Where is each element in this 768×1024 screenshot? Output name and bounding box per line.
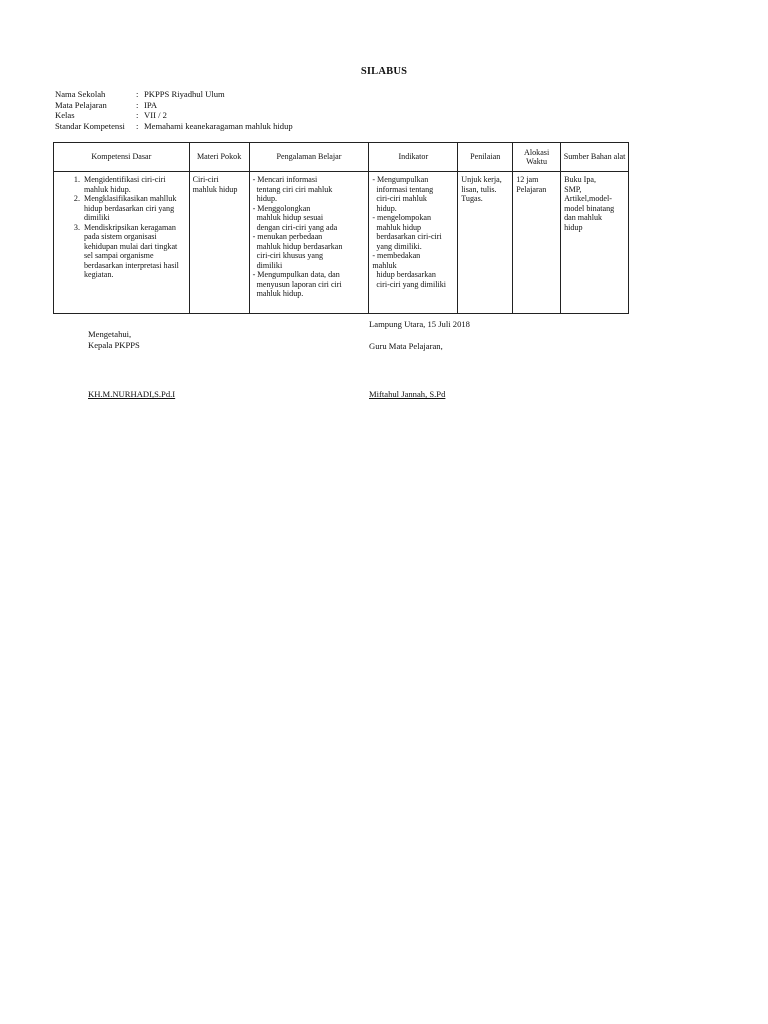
- text-line: Unjuk kerja,: [461, 175, 502, 184]
- text-line: mahluk hidup berdasarkan: [256, 241, 343, 251]
- signature-left-name: KH.M.NURHADI,S.Pd.I: [88, 389, 176, 399]
- text-line: ciri-ciri khusus yang: [256, 251, 324, 260]
- text-line: hidup berdasarkan: [376, 270, 436, 279]
- meta-row-school: [55, 89, 293, 100]
- signature-left-acknowledge: [88, 329, 140, 351]
- header-sumber-bahan: Sumber Bahan alat: [561, 143, 629, 172]
- meta-colon: :: [136, 110, 139, 121]
- text-line: yang dimiliki.: [376, 241, 422, 251]
- list-item: 3. Mendiskripsikan keragaman pada sistem organisasi kehidupan mulai dari tingkat sel sampai organisme berdasarkan interpretasi hasil kegiatan.: [82, 223, 186, 280]
- text-line: tentang ciri ciri mahluk: [256, 184, 333, 194]
- text-line: ciri-ciri yang dimiliki: [376, 279, 447, 289]
- text-line: dimiliki: [256, 260, 283, 270]
- text-line: Buku Ipa,: [564, 175, 596, 184]
- signature-right-name: Miftahul Jannah, S.Pd: [369, 389, 446, 399]
- table-row: [54, 172, 629, 314]
- meta-colon: :: [136, 89, 139, 99]
- cell-indikator: [369, 172, 458, 314]
- text-line: - mengelompokan: [372, 213, 432, 222]
- meta-label: Mata Pelajaran: [55, 99, 107, 110]
- meta-colon: :: [136, 99, 139, 110]
- text-line: - membedakan: [372, 251, 421, 260]
- meta-colon: :: [136, 120, 139, 131]
- text-line: Ciri-ciri: [192, 175, 219, 184]
- cell-sumber-bahan: [561, 172, 629, 314]
- text-line: 12 jam: [516, 175, 539, 184]
- text-line: berdasarkan ciri-ciri: [376, 232, 442, 241]
- list-item: 2. Mengklasifikasikan mahlluk hidup berdasarkan ciri yang dimiliki: [82, 194, 186, 223]
- text-line: - Mengumpulkan: [372, 175, 429, 184]
- meta-value: VII / 2: [144, 110, 167, 121]
- signature-right-role: Guru Mata Pelajaran,: [369, 341, 443, 351]
- signature-right-date: Lampung Utara, 15 Juli 2018: [369, 319, 470, 329]
- meta-row-subject: [55, 100, 293, 111]
- text-line: hidup: [564, 222, 583, 232]
- cell-materi-pokok: [189, 172, 249, 314]
- text-line: mahluk hidup: [376, 222, 422, 232]
- meta-row-class: [55, 110, 293, 121]
- text-line: SMP,: [564, 184, 582, 194]
- text-line: mahluk hidup.: [256, 289, 304, 298]
- document-title: SILABUS: [360, 66, 408, 77]
- header-pengalaman-belajar: Pengalaman Belajar: [249, 143, 369, 172]
- text-line: - Mengumpulkan data, dan: [252, 270, 340, 279]
- meta-value: IPA: [144, 99, 158, 110]
- text-line: mahluk hidup sesuai: [256, 213, 324, 222]
- signature-left-line2: Kepala PKPPS: [88, 340, 140, 350]
- text-line: - Mencari informasi: [252, 175, 318, 184]
- text-line: Tugas.: [461, 194, 483, 203]
- text-line: informasi tentang: [376, 184, 434, 194]
- meta-value: Memahami keanekaragaman mahluk hidup: [144, 120, 293, 131]
- meta-label: Standar Kompetensi: [55, 120, 125, 131]
- cell-kompetensi-dasar: [54, 172, 190, 314]
- syllabus-table: [53, 142, 629, 314]
- list-item: 1. Mengidentifikasi ciri-ciri mahluk hidup.: [82, 175, 186, 194]
- text-line: menyusun laporan ciri ciri: [256, 279, 342, 289]
- text-line: dengan ciri-ciri yang ada: [256, 222, 338, 232]
- cell-pengalaman-belajar: [249, 172, 369, 314]
- header-materi-pokok: Materi Pokok: [189, 143, 249, 172]
- text-line: Artikel,model-: [564, 194, 612, 203]
- text-line: mahluk: [372, 260, 397, 270]
- text-line: - menukan perbedaan: [252, 232, 323, 241]
- header-alokasi-waktu: Alokasi Waktu: [513, 143, 561, 172]
- cell-alokasi-waktu: [513, 172, 561, 314]
- text-line: dan mahluk: [564, 213, 603, 222]
- header-penilaian: Penilaian: [458, 143, 513, 172]
- table-header-row: [54, 143, 629, 172]
- text-line: mahluk hidup: [192, 184, 238, 194]
- syllabus-meta: [55, 89, 293, 131]
- meta-label: Kelas: [55, 110, 75, 121]
- text-line: ciri-ciri mahluk: [376, 194, 427, 203]
- text-line: model binatang: [564, 203, 615, 213]
- meta-label: Nama Sekolah: [55, 89, 106, 99]
- text-line: lisan, tulis.: [461, 184, 497, 194]
- meta-value: PKPPS Riyadhul Ulum: [144, 89, 225, 99]
- meta-row-competency-standard: [55, 121, 293, 132]
- text-line: hidup.: [376, 203, 397, 213]
- text-line: - Menggolongkan: [252, 203, 311, 213]
- text-line: Pelajaran: [516, 184, 547, 194]
- text-line: hidup.: [256, 194, 278, 203]
- signature-left-line1: Mengetahui,: [88, 329, 132, 339]
- cell-penilaian: [458, 172, 513, 314]
- kompetensi-list: [57, 175, 186, 280]
- header-indikator: Indikator: [369, 143, 458, 172]
- header-kompetensi-dasar: Kompetensi Dasar: [54, 143, 190, 172]
